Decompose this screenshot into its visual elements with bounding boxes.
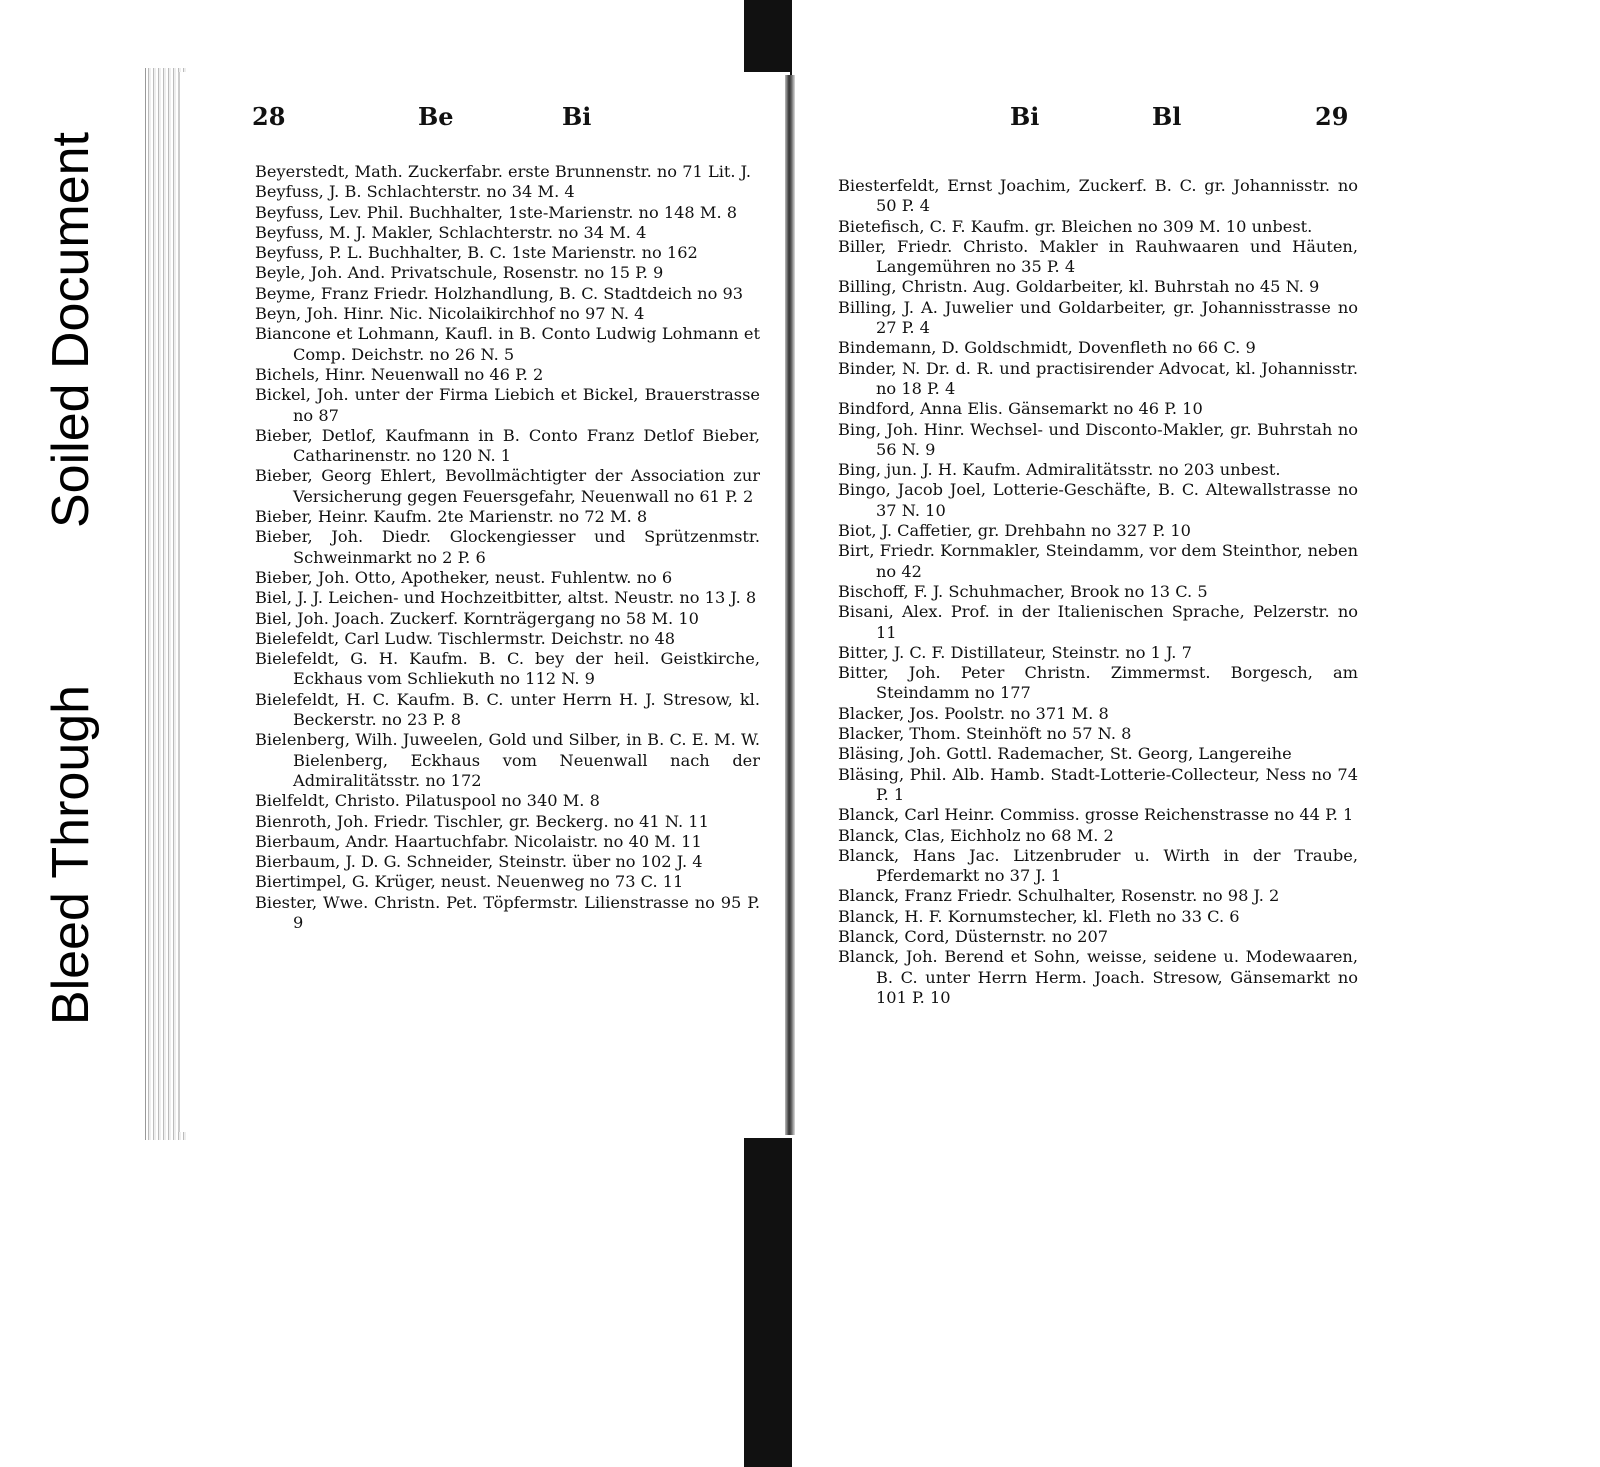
directory-entry: Blanck, Cord, Düsternstr. no 207 (838, 926, 1109, 946)
directory-entry: Biel, Joh. Joach. Zuckerf. Kornträgergang no 58 M. 10 (255, 608, 699, 628)
left-running-head-end: Bi (562, 102, 592, 131)
directory-entry: Bitter, Joh. Peter Christn. Zimmermst. Borgesch, am Steindamm no 177 (838, 663, 1358, 703)
directory-entry: Blanck, H. F. Kornumstecher, kl. Fleth no 33 C. 6 (838, 906, 1240, 926)
left-directory-list (255, 162, 760, 933)
directory-entry: Beyfuss, M. J. Makler, Schlachterstr. no 34 M. 4 (255, 222, 647, 242)
directory-entry: Bielefeldt, G. H. Kaufm. B. C. bey der heil. Geistkirche, Eckhaus vom Schliekuth no 112 N. 9 (255, 649, 760, 689)
left-running-head-start: Be (418, 102, 454, 131)
directory-entry: Bickel, Joh. unter der Firma Liebich et Bickel, Brauerstrasse no 87 (255, 385, 760, 425)
directory-entry: Biller, Friedr. Christo. Makler in Rauhwaaren und Häuten, Langemühren no 35 P. 4 (838, 236, 1358, 277)
book-gutter (785, 75, 795, 1135)
bleed-through-label: Bleed Through (42, 684, 100, 1026)
right-running-head-end: Bl (1152, 102, 1182, 131)
directory-entry: Biertimpel, G. Krüger, neust. Neuenweg no 73 C. 11 (255, 872, 684, 892)
directory-entry: Bischoff, F. J. Schuhmacher, Brook no 13 C. 5 (838, 581, 1208, 601)
directory-entry: Bindemann, D. Goldschmidt, Dovenfleth no 66 C. 9 (838, 338, 1256, 358)
directory-entry: Blanck, Carl Heinr. Commiss. grosse Reichenstrasse no 44 P. 1 (838, 805, 1354, 825)
directory-entry: Bielefeldt, Carl Ludw. Tischlermstr. Deichstr. no 48 (255, 628, 676, 648)
book-spine-bottom (744, 1138, 792, 1467)
directory-entry: Biel, J. J. Leichen- und Hochzeitbitter, altst. Neustr. no 13 J. 8 (255, 588, 757, 608)
directory-entry: Bielfeldt, Christo. Pilatuspool no 340 M. 8 (255, 791, 600, 811)
directory-entry: Beyle, Joh. And. Privatschule, Rosenstr. no 15 P. 9 (255, 263, 664, 283)
soiled-document-label: Soiled Document (42, 132, 100, 528)
directory-entry: Bing, jun. J. H. Kaufm. Admiralitätsstr. no 203 unbest. (838, 460, 1281, 480)
directory-entry: Bingo, Jacob Joel, Lotterie-Geschäfte, B. C. Altewallstrasse no 37 N. 10 (838, 480, 1358, 520)
directory-entry: Beyfuss, P. L. Buchhalter, B. C. 1ste Marienstr. no 162 (255, 243, 698, 263)
directory-entry: Binder, N. Dr. d. R. und practisirender Advocat, kl. Johannisstr. no 18 P. 4 (838, 358, 1358, 398)
directory-entry: Bielenberg, Wilh. Juweelen, Gold und Silber, in B. C. E. M. W. Bielenberg, Eckhaus vom Neuenwall nach der Admiralitätsstr. no 172 (255, 730, 760, 790)
directory-entry: Beyfuss, Lev. Phil. Buchhalter, 1ste-Marienstr. no 148 M. 8 (255, 202, 738, 222)
directory-entry: Bläsing, Joh. Gottl. Rademacher, St. Georg, Langereihe (838, 744, 1292, 764)
directory-entry: Bierbaum, Andr. Haartuchfabr. Nicolaistr. no 40 M. 11 (255, 831, 702, 851)
directory-entry: Bielefeldt, H. C. Kaufm. B. C. unter Herrn H. J. Stresow, kl. Beckerstr. no 23 P. 8 (255, 689, 760, 730)
right-directory-list (838, 176, 1358, 1008)
directory-entry: Biester, Wwe. Christn. Pet. Töpfermstr. Lilienstrasse no 95 P. 9 (255, 892, 760, 932)
directory-entry: Biot, J. Caffetier, gr. Drehbahn no 327 P. 10 (838, 521, 1191, 541)
directory-entry: Bing, Joh. Hinr. Wechsel- und Disconto-Makler, gr. Buhrstah no 56 N. 9 (838, 419, 1358, 459)
left-page-number: 28 (252, 102, 286, 131)
directory-entry: Bieber, Joh. Otto, Apotheker, neust. Fuhlentw. no 6 (255, 567, 673, 587)
directory-entry: Bichels, Hinr. Neuenwall no 46 P. 2 (255, 364, 544, 384)
directory-entry: Bienroth, Joh. Friedr. Tischler, gr. Beckerg. no 41 N. 11 (255, 811, 709, 831)
directory-entry: Birt, Friedr. Kornmakler, Steindamm, vor dem Steinthor, neben no 42 (838, 541, 1358, 581)
directory-entry: Bisani, Alex. Prof. in der Italienischen Sprache, Pelzerstr. no 11 (838, 602, 1358, 642)
directory-entry: Bindford, Anna Elis. Gänsemarkt no 46 P. 10 (838, 399, 1203, 419)
directory-entry: Bieber, Heinr. Kaufm. 2te Marienstr. no 72 M. 8 (255, 507, 648, 527)
directory-entry: Beyerstedt, Math. Zuckerfabr. erste Brunnenstr. no 71 Lit. J. (255, 162, 752, 181)
soiled-document-label-box (30, 60, 112, 600)
directory-entry: Blanck, Franz Friedr. Schulhalter, Rosenstr. no 98 J. 2 (838, 886, 1280, 906)
directory-entry: Billing, J. A. Juwelier und Goldarbeiter, gr. Johannisstrasse no 27 P. 4 (838, 297, 1358, 338)
directory-entry: Blanck, Joh. Berend et Sohn, weisse, seidene u. Modewaaren, B. C. unter Herrn Herm. Joach. Stresow, Gänsemarkt no 101 P. 10 (838, 947, 1358, 1007)
right-page-number: 29 (1315, 102, 1349, 131)
directory-entry: Biesterfeldt, Ernst Joachim, Zuckerf. B. C. gr. Johannisstr. no 50 P. 4 (838, 176, 1358, 216)
directory-entry: Bietefisch, C. F. Kaufm. gr. Bleichen no 309 M. 10 unbest. (838, 216, 1313, 236)
directory-entry: Blanck, Clas, Eichholz no 68 M. 2 (838, 825, 1114, 845)
directory-entry: Beyme, Franz Friedr. Holzhandlung, B. C. Stadtdeich no 93 (255, 283, 744, 303)
left-page (178, 72, 790, 1132)
directory-entry: Billing, Christn. Aug. Goldarbeiter, kl. Buhrstah no 45 N. 9 (838, 277, 1320, 297)
directory-entry: Bieber, Detlof, Kaufmann in B. Conto Franz Detlof Bieber, Catharinenstr. no 120 N. 1 (255, 425, 760, 466)
right-running-head-start: Bi (1010, 102, 1040, 131)
right-page (800, 72, 1402, 1132)
directory-entry: Bläsing, Phil. Alb. Hamb. Stadt-Lotterie-Collecteur, Ness no 74 P. 1 (838, 764, 1358, 804)
directory-entry: Bitter, J. C. F. Distillateur, Steinstr. no 1 J. 7 (838, 642, 1192, 662)
directory-entry: Blacker, Jos. Poolstr. no 371 M. 8 (838, 703, 1109, 723)
directory-entry: Beyfuss, J. B. Schlachterstr. no 34 M. 4 (255, 182, 575, 202)
directory-entry: Bieber, Georg Ehlert, Bevollmächtigter der Association zur Versicherung gegen Feuersgefahr, Neuenwall no 61 P. 2 (255, 466, 760, 506)
directory-entry: Bierbaum, J. D. G. Schneider, Steinstr. über no 102 J. 4 (255, 852, 703, 872)
bleed-through-label-box (30, 620, 112, 1090)
directory-entry: Blanck, Hans Jac. Litzenbruder u. Wirth in der Traube, Pferdemarkt no 37 J. 1 (838, 845, 1358, 886)
directory-entry: Biancone et Lohmann, Kaufl. in B. Conto Ludwig Lohmann et Comp. Deichstr. no 26 N. 5 (255, 324, 760, 364)
directory-entry: Beyn, Joh. Hinr. Nic. Nicolaikirchhof no 97 N. 4 (255, 304, 645, 324)
right-page-header (800, 102, 1402, 142)
left-page-header (180, 102, 790, 142)
directory-entry: Bieber, Joh. Diedr. Glockengiesser und Sprützenmstr. Schweinmarkt no 2 P. 6 (255, 527, 760, 567)
directory-entry: Blacker, Thom. Steinhöft no 57 N. 8 (838, 724, 1132, 744)
